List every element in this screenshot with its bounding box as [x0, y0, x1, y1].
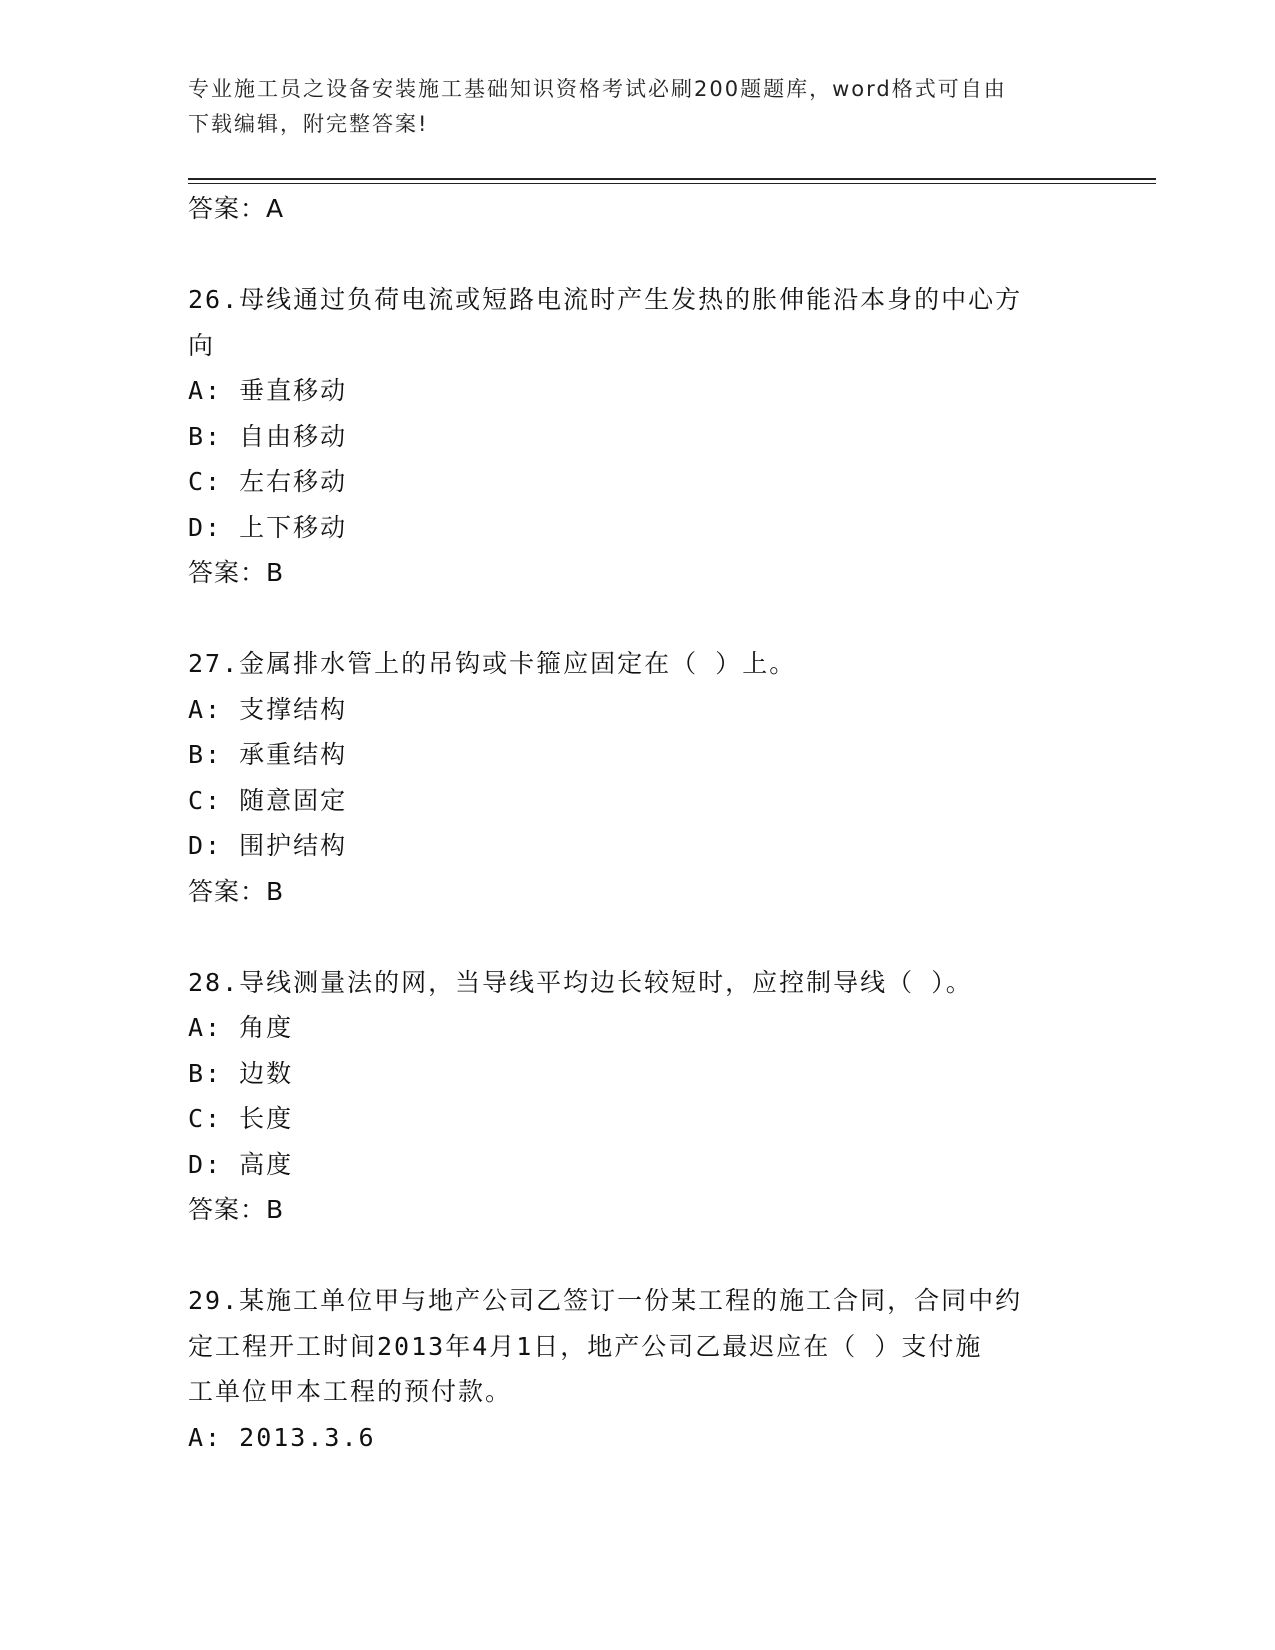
header-rule-thick [188, 178, 1156, 180]
answer-line: 答案：B [188, 1195, 285, 1224]
option-d: D: 上下移动 [188, 512, 348, 542]
question-list [188, 186, 1088, 1460]
question-text-line: 28.导线测量法的网，当导线平均边长较短时，应控制导线（ ）。 [188, 967, 973, 997]
option-a: A: 支撑结构 [188, 694, 348, 724]
option-a: A: 垂直移动 [188, 376, 348, 405]
option-d: D: 高度 [188, 1149, 294, 1179]
question-text-line: 向 [188, 330, 216, 360]
option-d: D: 围护结构 [188, 831, 348, 860]
option-a: A: 角度 [188, 1013, 294, 1042]
question-29 [188, 1278, 1088, 1460]
header-rule-thin [188, 183, 1156, 184]
question-text-line: 26.母线通过负荷电流或短路电流时产生发热的胀伸能沿本身的中心方 [188, 285, 1023, 314]
answer-line: 答案：B [188, 876, 285, 906]
previous-answer: 答案：A [188, 194, 285, 223]
answer-line: 答案：B [188, 558, 285, 587]
option-b: B: 自由移动 [188, 421, 348, 451]
page-header [188, 72, 1068, 142]
option-c: C: 长度 [188, 1104, 294, 1133]
option-c: C: 左右移动 [188, 467, 348, 496]
option-c: C: 随意固定 [188, 785, 348, 815]
header-line-2: 下载编辑，附完整答案! [188, 112, 429, 136]
question-text-line: 27.金属排水管上的吊钩或卡箍应固定在（ ）上。 [188, 649, 797, 678]
question-text-line: 29.某施工单位甲与地产公司乙签订一份某工程的施工合同，合同中约 [188, 1286, 1023, 1315]
question-28 [188, 960, 1088, 1233]
header-line-1: 专业施工员之设备安装施工基础知识资格考试必刷200题题库，word格式可自由 [188, 77, 1007, 101]
question-text-line: 工单位甲本工程的预付款。 [188, 1377, 513, 1406]
option-b: B: 边数 [188, 1058, 294, 1088]
question-27 [188, 641, 1088, 914]
question-text-line: 定工程开工时间2013年4月1日，地产公司乙最迟应在（ ）支付施 [188, 1331, 983, 1361]
option-b: B: 承重结构 [188, 740, 348, 769]
question-26 [188, 277, 1088, 596]
option-a: A: 2013.3.6 [188, 1422, 376, 1452]
